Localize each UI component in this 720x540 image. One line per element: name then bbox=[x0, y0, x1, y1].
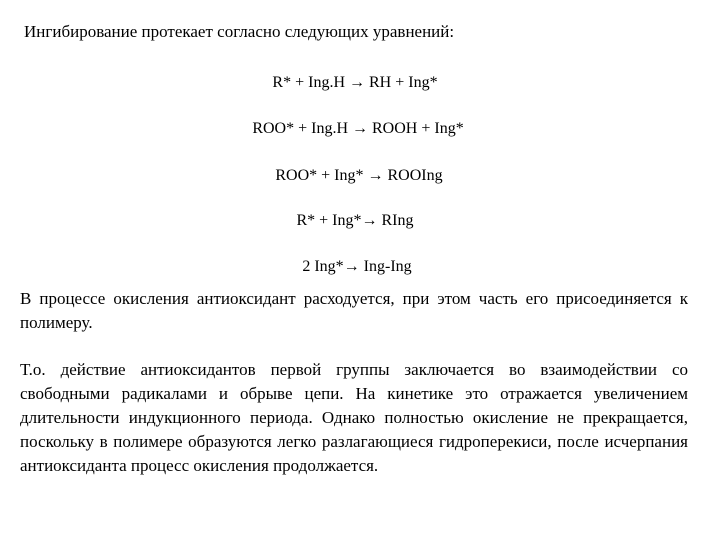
paragraph-consumption: В процессе окисления антиоксидант расходуется, при этом часть его присоединяется к полимеру. bbox=[20, 289, 688, 332]
equation-5: 2 Ing*→ Ing-Ing bbox=[302, 258, 412, 275]
paragraph-conclusion: Т.о. действие антиоксидантов первой группы заключается во взаимодействии со свободными радикалами и обрыве цепи. На кинетике это отражается увеличением длительности индукционного периода. Однако полностью окисление не прекращается, поскольку в полимере образуются легко разлагающиеся гидроперекиси, после исчерпания антиоксиданта процесс окисления продолжается. bbox=[20, 360, 688, 475]
equation-4: R* + Ing*→ RIng bbox=[296, 212, 414, 229]
equation-3: ROO* + Ing* → ROOIng bbox=[275, 167, 443, 184]
intro-text: Ингибирование протекает согласно следующих уравнений: bbox=[24, 22, 455, 41]
equation-1: R* + Ing.H → RH + Ing* bbox=[272, 74, 438, 91]
equation-2: ROO* + Ing.H → ROOH + Ing* bbox=[252, 120, 464, 137]
